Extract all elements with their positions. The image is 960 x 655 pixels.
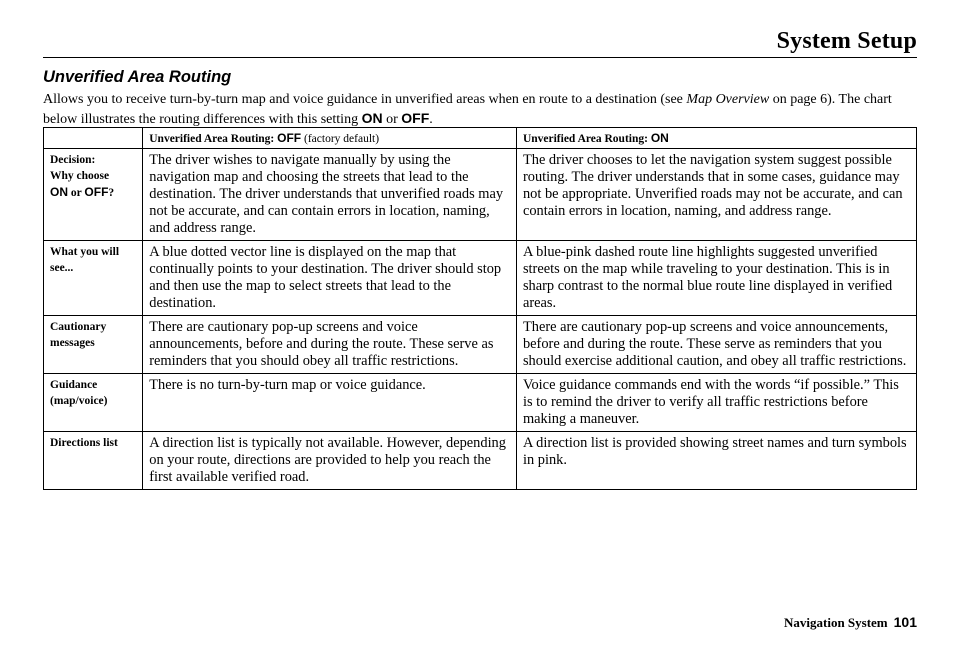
routing-comparison-table xyxy=(43,127,917,490)
decision-keyword-off: OFF xyxy=(84,185,109,199)
page-footer xyxy=(784,614,917,631)
intro-text-1: Allows you to receive turn-by-turn map and voice guidance in unverified areas when en route to a destination (see xyxy=(43,92,687,107)
header-on-keyword: ON xyxy=(650,131,669,145)
table-row xyxy=(44,316,917,374)
header-routing-off xyxy=(143,128,517,149)
intro-paragraph xyxy=(43,91,923,129)
decision-keyword-on: ON xyxy=(50,185,68,199)
row-label: Cautionary messages xyxy=(44,316,143,374)
row-label-decision xyxy=(44,149,143,241)
table-header-row xyxy=(44,128,917,149)
header-off-prefix: Unverified Area Routing: xyxy=(149,133,278,145)
decision-label-or: or xyxy=(68,187,85,199)
intro-text-2: on page 6). The chart below illustrates the routing differences with this setting xyxy=(43,92,892,127)
keyword-on: ON xyxy=(361,110,383,126)
page-header-title: System Setup xyxy=(776,28,917,54)
intro-end: . xyxy=(429,112,433,127)
header-on-prefix: Unverified Area Routing: xyxy=(522,133,651,145)
table-row xyxy=(44,374,917,432)
cell-on: Voice guidance commands end with the words “if possible.” This is to remind the driver to verify all traffic restrictions before making a maneuver. xyxy=(516,374,916,432)
cell-off: A blue dotted vector line is displayed on the map that continually points to your destination. The driver should stop and then use the map to select streets that lead to the destination. xyxy=(143,241,517,316)
table-row xyxy=(44,149,917,241)
table-row xyxy=(44,432,917,490)
page-number: 101 xyxy=(893,614,917,630)
header-off-keyword: OFF xyxy=(277,131,302,145)
section-title: Unverified Area Routing xyxy=(43,68,232,86)
decision-label-line-1: Decision: xyxy=(50,154,96,166)
cell-on: There are cautionary pop-up screens and voice announcements, before and during the route. These serve as reminders that you should exercise additional caution, and obey all traffic restrictions. xyxy=(516,316,916,374)
cell-off: A direction list is typically not available. However, depending on your route, directions are provided to help you reach the first available verified road. xyxy=(143,432,517,490)
table-row xyxy=(44,241,917,316)
cell-off: There is no turn-by-turn map or voice guidance. xyxy=(143,374,517,432)
header-routing-on xyxy=(516,128,916,149)
cell-on: A blue-pink dashed route line highlights suggested unverified streets on the map while traveling to your destination. This is in sharp contrast to the normal blue route line displayed in verified areas. xyxy=(516,241,916,316)
decision-label-line-2: Why choose xyxy=(50,170,110,182)
footer-label: Navigation System xyxy=(784,615,888,630)
intro-or: or xyxy=(382,112,402,127)
cell-off: The driver wishes to navigate manually by using the navigation map and choosing the streets that lead to the destination. The driver understands that unverified roads may not be accurate, and can contain errors in location, naming, and address range. xyxy=(143,149,517,241)
row-label: Guidance (map/voice) xyxy=(44,374,143,432)
cell-off: There are cautionary pop-up screens and voice announcements, before and during the route. These serve as reminders that you should obey all traffic restrictions. xyxy=(143,316,517,374)
keyword-off: OFF xyxy=(401,110,430,126)
header-off-note: (factory default) xyxy=(301,133,380,145)
header-rule xyxy=(43,57,917,58)
cell-on: A direction list is provided showing street names and turn symbols in pink. xyxy=(516,432,916,490)
decision-label-question: ? xyxy=(108,187,115,199)
cell-on: The driver chooses to let the navigation system suggest possible routing. The driver understands that in some cases, guidance may not be appropriate. Unverified roads may not be accurate, and can contain errors in location, naming, and address range. xyxy=(516,149,916,241)
row-label: What you will see... xyxy=(44,241,143,316)
header-empty-cell xyxy=(44,128,143,149)
map-overview-reference: Map Overview xyxy=(686,92,770,107)
row-label: Directions list xyxy=(44,432,143,490)
